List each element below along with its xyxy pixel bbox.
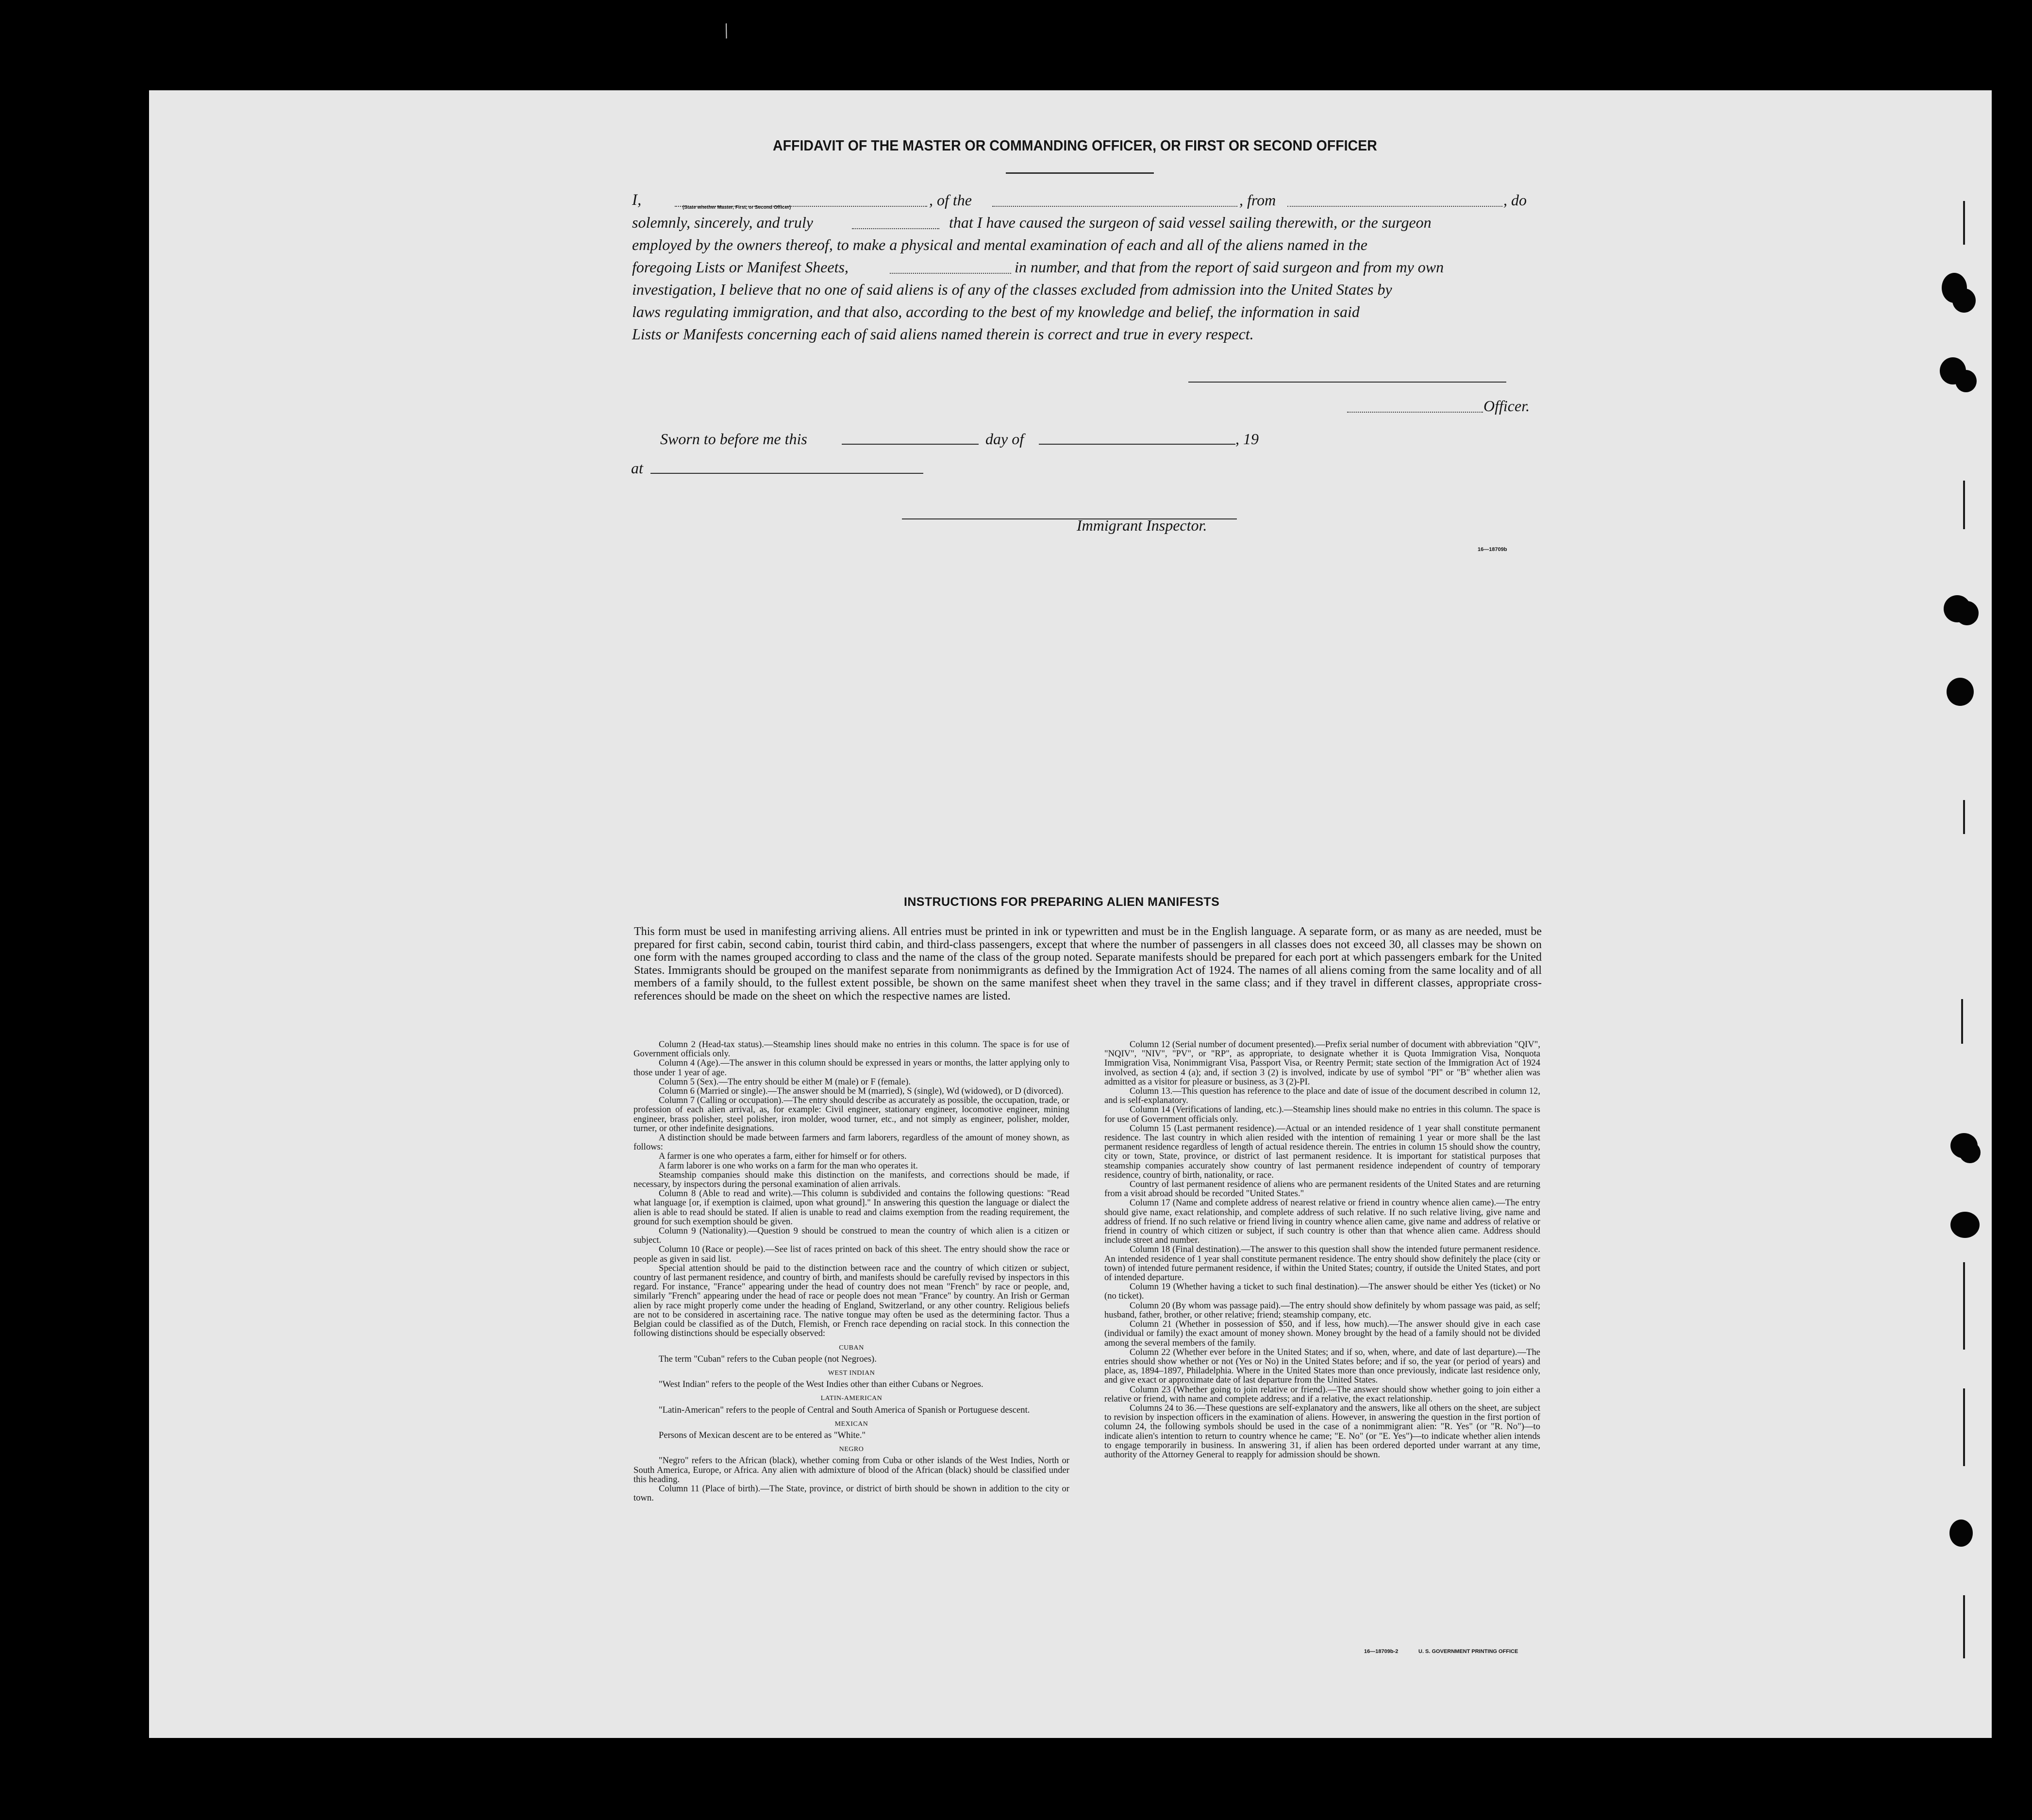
margin-tick [1963,481,1965,529]
affidavit-text: that I have caused the surgeon of said vessel sailing therewith, or the surgeon [949,214,1432,231]
instruction-paragraph: A distinction should be made between farmers and farm laborers, regardless of the amount of money shown, as follows: [633,1133,1069,1152]
officer-label: Officer. [1483,397,1530,415]
instructions-right-column [1104,1040,1540,1459]
instruction-paragraph: Steamship companies should make this distinction on the manifests, and corrections should be made, if necessary, by inspectors during the personal examination of alien arrivals. [633,1169,1069,1190]
instruction-paragraph: Column 13.—This question has reference to the place and date of issue of the document described in column 12, and is self-explanatory. [1104,1086,1540,1106]
instruction-paragraph: Column 17 (Name and complete address of nearest relative or friend in country whence alien came).—The entry should give name, exact relationship, and complete address of such relative. If no such relative living, give name and address of friend. If no such relative or friend living in country whence alien came, give name and address of relative or friend in country of which citizen or subject, if such country is other than that whence alien came. Address should include street and number. [1104,1198,1540,1246]
instruction-paragraph: "Latin-American" refers to the people of Central and South America of Spanish or Portuguese descent. [659,1404,1030,1415]
instruction-paragraph: Column 10 (Race or people).—See list of races printed on back of this sheet. The entry should show the race or people as given in said list. [633,1244,1069,1264]
instruction-paragraph: Column 9 (Nationality).—Question 9 should be construed to mean the country of which alien is a citizen or subject. [633,1226,1069,1246]
heading-negro: NEGRO [839,1446,864,1453]
heading-latin-american: LATIN-AMERICAN [820,1395,883,1403]
sworn-month-field[interactable] [1039,444,1235,445]
instruction-paragraph: Column 20 (By whom was passage paid).—The entry should show definitely by whom passage was paid, as self; husband, father, brother, or other relative; friend; steamship company, etc. [1104,1300,1540,1320]
affidavit-title: AFFIDAVIT OF THE MASTER OR COMMANDING OFFICER, OR FIRST OR SECOND OFFICER [773,137,1377,154]
instruction-paragraph: Country of last permanent residence of aliens who are permanent residents of the United States and are returning from a visit abroad should be recorded "United States." [1104,1179,1540,1199]
vessel-field[interactable] [992,206,1237,207]
instruction-paragraph: Column 18 (Final destination).—The answer to this question shall show the intended future permanent residence. An intended residence of 1 year shall constitute permanent residence. The entry should show definitely the place (city or town) of intended future permanent residence, if within the United States; country, if outside the United States, and port of intended departure. [1104,1244,1540,1283]
scan-mark: / [719,18,733,43]
form-number: 16—18709b [1478,547,1507,552]
text-i: I, [632,191,642,209]
heading-mexican: MEXICAN [834,1420,868,1428]
punch-hole [1955,601,1979,625]
instructions-intro: This form must be used in manifesting arriving aliens. All entries must be printed in ink or typewritten and must be in the English language. A separate form, or as many as are needed, must be prepared for first cabin, second cabin, tourist third cabin, and third-class passengers, except that where the number of passengers in all classes does not exceed 30, all classes may be shown on one form with the names grouped according to class and the name of the class of the group noted. Separate manifests should be prepared for each port at which passengers embark for the United States. Immigrants should be grouped on the manifest separate from nonimmigrants as defined by the Immigration Act of 1924. The names of all aliens coming from the same locality and of all members of a family should, to the fullest extent possible, be shown on the same manifest sheet when they travel in the same class; and if they travel in different classes, appropriate cross-references should be made on the sheet on which the respective names are listed. [634,925,1542,1002]
text-do: , do [1503,191,1527,209]
instruction-paragraph: Persons of Mexican descent are to be entered as "White." [659,1430,866,1440]
sworn-place-field[interactable] [650,473,923,474]
instruction-paragraph: Column 14 (Verifications of landing, etc.).—Steamship lines should make no entries in this column. The space is for use of Government officials only. [1104,1104,1540,1124]
day-of-label: day of [985,430,1024,448]
signature-word-field[interactable] [852,228,939,229]
punch-hole [1955,370,1977,392]
instruction-paragraph: Column 6 (Married or single).—The answer should be M (married), S (single), Wd (widowed), or D (divorced). [659,1086,1064,1097]
instruction-paragraph: Column 15 (Last permanent residence).—Actual or an intended residence of 1 year shall constitute permanent residence. The last country in which alien resided with the intention of remaining 1 year or more shall be the last permanent residence regardless of length of actual residence therein. The entries in column 15 should show the country, city or town, State, province, or district of last permanent residence. It is important for statistical purposes that steamship companies accurately show country of last permanent residence independent of country of temporary residence, country of birth, nationality, or race. [1104,1123,1540,1180]
affidavit-text: laws regulating immigration, and that also, according to the best of my knowledge and belief, the information in said [632,303,1360,320]
at-label: at [631,459,643,477]
affidavit-line-1 [632,191,642,209]
instruction-paragraph: "Negro" refers to the African (black), whether coming from Cuba or other islands of the West Indies, North or South America, Europe, or Africa. Any alien with admixture of blood of the African (black) should be classified under this heading. [633,1455,1069,1485]
text-of-the: , of the [929,191,972,209]
instruction-paragraph: Column 5 (Sex).—The entry should be either M (male) or F (female). [659,1076,911,1087]
punch-hole [1949,1519,1973,1547]
instruction-paragraph: Column 19 (Whether having a ticket to such final destination).—The answer should be either Yes (ticket) or No (no ticket). [1104,1282,1540,1302]
instructions-left-column [633,1040,1069,1503]
affidavit-text: investigation, I believe that no one of said aliens is of any of the classes excluded from admission into the United States by [632,281,1392,298]
instruction-paragraph: Column 7 (Calling or occupation).—The entry should describe as accurately as possible, the occupation, trade, or profession of each alien arrival, as, for example: Civil engineer, stationary engineer, locomotive engineer, mining engineer, brass polisher, steel polisher, iron molder, wood turner, etc., and not simply as engineer, polisher, molder, turner, or other indefinite designations. [633,1095,1069,1134]
margin-tick [1961,999,1963,1044]
signature-line[interactable] [1188,382,1506,383]
affidavit-text: employed by the owners thereof, to make a physical and mental examination of each and all of the aliens named in the [632,236,1367,253]
instruction-paragraph: Column 23 (Whether going to join relative or friend).—The answer should show whether going to join either a relative or friend, with name and complete address; and if a relative, the exact relationship. [1104,1384,1540,1404]
instruction-paragraph: Column 21 (Whether in possession of $50, and if less, how much).—The answer should give in each case (individual or family) the exact amount of money shown. Money brought by the head of a family should not be divided among the several members of the family. [1104,1319,1540,1348]
margin-tick [1963,800,1965,834]
instruction-paragraph: Column 8 (Able to read and write).—This column is subdivided and contains the following questions: "Read what language [or, if exemption is claimed, upon what ground]." In answering this question the language or dialect the alien is able to read should be stated. If alien is unable to read and claims exemption from the reading requirement, the ground for such exemption should be given. [633,1188,1069,1227]
heading-cuban: CUBAN [839,1344,864,1352]
affidavit-text: Lists or Manifests concerning each of said aliens named therein is correct and true in every respect. [632,325,1254,343]
text-from: , from [1239,191,1276,209]
margin-tick [1963,1262,1965,1350]
number-of-aliens-field[interactable] [890,273,1011,274]
instruction-paragraph: The term "Cuban" refers to the Cuban people (not Negroes). [659,1353,877,1364]
instruction-paragraph: Columns 24 to 36.—These questions are self-explanatory and the answers, like all others on the sheet, are subject to revision by inspection officers in the examination of aliens. However, in answering the question in the first portion of column 24, the following symbols should be used in the case of a nonimmigrant alien: "R. Yes" (or "R. No")—to indicate alien's intention to return to country whence he came; "E. No" (or "E. Yes")—to indicate whether alien intends to engage temporarily in business. In answering 31, if alien has been ordered deported under warrant at any time, authority of the Attorney General to reapply for admission should be shown. [1104,1403,1540,1460]
text-solemnly: solemnly, sincerely, and truly [632,214,813,231]
punch-hole [1959,1142,1981,1163]
instruction-paragraph: Column 2 (Head-tax status).—Steamship lines should make no entries in this column. The space is for use of Government officials only. [633,1039,1069,1059]
text-foregoing: foregoing Lists or Manifest Sheets, [632,258,849,276]
margin-tick [1963,1595,1965,1658]
footer-form-number: 16—18709b-2 [1364,1649,1399,1654]
margin-tick [1963,1388,1965,1466]
punch-hole [1952,288,1976,313]
heading-west-indian: WEST INDIAN [828,1369,875,1377]
year-label: , 19 [1235,430,1259,448]
instruction-paragraph: A farm laborer is one who works on a farm for the man who operates it. [659,1160,918,1171]
sworn-label: Sworn to before me this [660,430,807,448]
rank-field-note: (State whether Master, First, or Second Officer) [683,205,791,210]
officer-field[interactable] [1347,412,1483,413]
instruction-paragraph: Column 4 (Age).—The answer in this column should be expressed in years or months, the latter applying only to those under 1 year of age. [633,1058,1069,1078]
instruction-paragraph: Column 12 (Serial number of document presented).—Prefix serial number of document with abbreviation "QIV", "NQIV", "NIV", "PV", or "RP", as appropriate, to designate whether it is Quota Immigration Visa, Nonquota Immigration Visa, Nonimmigrant Visa, Passport Visa, or Reentry Permit; state section of the Immigration Act of 1924 involved, as section 4 (a); and, if section 3 (2) is involved, indicate by use of symbol "PI" or "B" whether alien was admitted as a visitor for pleasure or business, as 3 (2)-PI. [1104,1039,1540,1087]
instruction-paragraph: Special attention should be paid to the distinction between race and the country of which citizen or subject, country of last permanent residence, and country of birth, and manifests should be carefully revised by inspectors in this regard. For instance, "France" appearing under the head of country does not mean "French" by race or people, and, similarly "French" appearing under the head of race or people does not mean "France" by country. An Irish or German alien by race might properly come under the heading of England, Switzerland, or any other country. Religious beliefs are not to be considered in ascertaining race. The native tongue may often be used as the determining factor. Thus a Belgian could be classified as of the Dutch, Flemish, or French race depending on racial stock. In this connection the following distinctions should be especially observed: [633,1263,1069,1339]
instruction-paragraph: "West Indian" refers to the people of the West Indies other than either Cubans or Negroes. [659,1379,983,1390]
punch-hole [1947,678,1974,706]
inspector-label: Immigrant Inspector. [1077,517,1207,534]
title-rule [1006,172,1154,174]
instruction-paragraph: A farmer is one who operates a farm, either for himself or for others. [659,1151,907,1162]
margin-tick [1963,201,1965,245]
affidavit-text: in number, and that from the report of said surgeon and from my own [1015,258,1444,276]
instruction-paragraph: Column 11 (Place of birth).—The State, province, or district of birth should be shown in addition to the city or town. [633,1483,1069,1503]
instruction-paragraph: Column 22 (Whether ever before in the United States; and if so, when, where, and date of last departure).—The entries should show whether or not (Yes or No) in the United States before; and if so, the year (or period of years) and place, as, 1894–1897, Philadelphia. Where in the United States more than once previously, indicate last residence only, and give exact or approximate date of last departure from the United States. [1104,1347,1540,1386]
instructions-title: INSTRUCTIONS FOR PREPARING ALIEN MANIFESTS [904,895,1220,909]
sworn-day-field[interactable] [842,444,979,445]
footer-printing-office: U. S. GOVERNMENT PRINTING OFFICE [1418,1649,1518,1654]
punch-hole [1950,1212,1980,1238]
port-field[interactable] [1287,206,1502,207]
